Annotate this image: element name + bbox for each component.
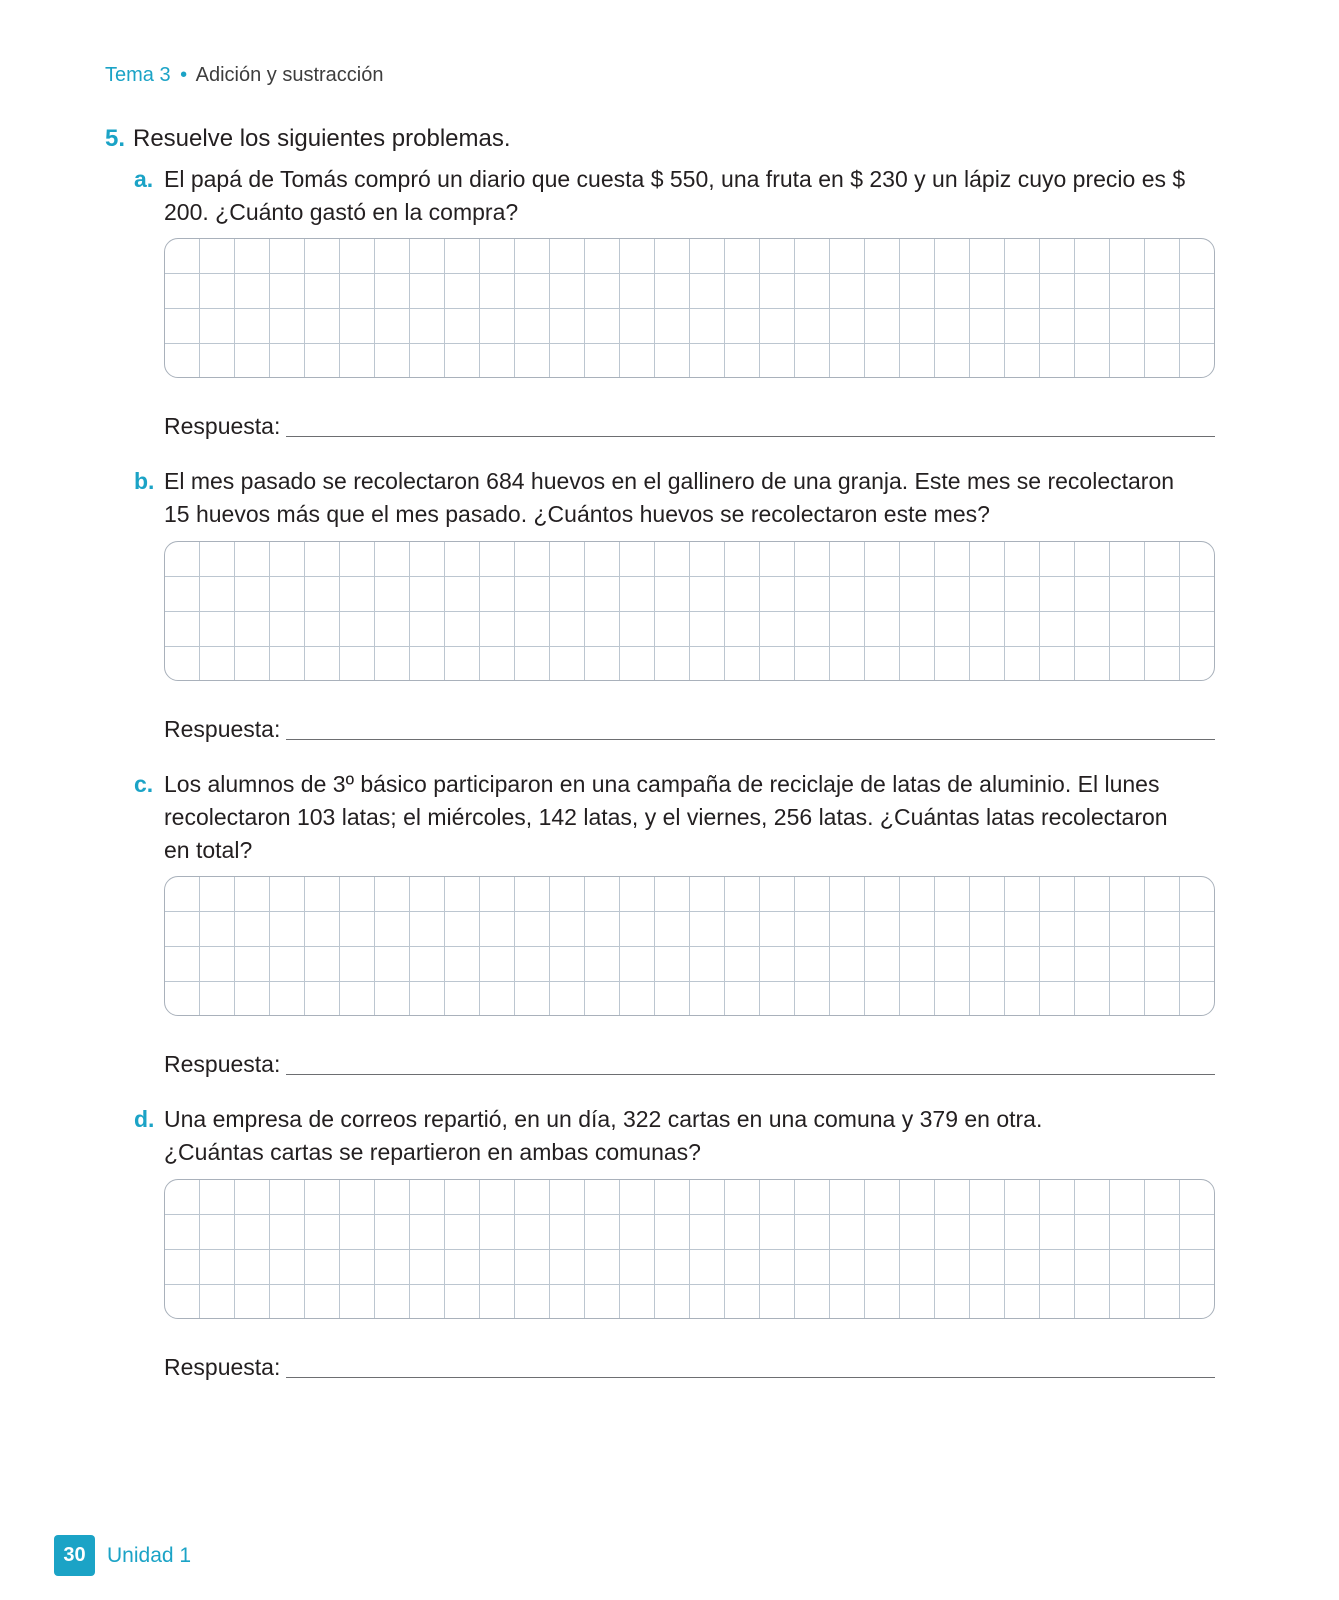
exercise-number: 5. [105,125,126,152]
answer-row-c [164,1046,1215,1078]
answer-line-b[interactable] [286,738,1215,740]
problem-text: El mes pasado se recolectaron 684 huevos en el gallinero de una granja. Este mes se recolectaron 15 huevos más que el mes pasado. ¿Cuántos huevos se recolectaron este mes? [164,468,1175,527]
work-grid-a[interactable] [164,238,1215,378]
answer-label: Respuesta: [164,1354,281,1380]
header-bullet: • [180,64,188,86]
answer-label: Respuesta: [164,1051,281,1077]
unit-label: Unidad 1 [107,1543,192,1567]
problem-text: El papá de Tomás compró un diario que cuesta $ 550, una fruta en $ 230 y un lápiz cuyo precio es $ 200. ¿Cuánto gastó en la compra? [164,166,1186,225]
work-grid-d[interactable] [164,1179,1215,1319]
problem-text: Una empresa de correos repartió, en un día, 322 cartas en una comuna y 379 en otra. ¿Cuántas cartas se repartieron en ambas comunas? [164,1106,1043,1165]
topic-number: Tema 3 [105,64,171,86]
answer-line-d[interactable] [286,1376,1215,1378]
answer-line-c[interactable] [286,1073,1215,1075]
answer-label: Respuesta: [164,716,281,742]
answer-label: Respuesta: [164,413,281,439]
answer-row-d [164,1349,1215,1381]
work-grid-c[interactable] [164,876,1215,1016]
topic-title: Adición y sustracción [195,64,384,86]
problem-letter: c. [134,771,154,797]
exercise-heading [105,124,511,154]
problem-b [134,465,1219,531]
problem-c [134,768,1219,867]
problem-letter: b. [134,468,155,494]
answer-row-a [164,408,1215,440]
page-number: 30 [54,1535,95,1576]
work-grid-b[interactable] [164,541,1215,681]
answer-line-a[interactable] [286,435,1215,437]
problem-letter: d. [134,1106,155,1132]
answer-row-b [164,711,1215,743]
problem-text: Los alumnos de 3º básico participaron en una campaña de reciclaje de latas de aluminio. El lunes recolectaron 103 latas; el miércoles, 142 latas, y el viernes, 256 latas. ¿Cuántas latas recolectaron en total? [164,771,1168,863]
problem-letter: a. [134,166,154,192]
page-header [105,62,384,88]
problem-a [134,163,1219,229]
problem-d [134,1103,1219,1169]
exercise-instruction: Resuelve los siguientes problemas. [133,125,511,152]
page-footer [54,1535,191,1576]
